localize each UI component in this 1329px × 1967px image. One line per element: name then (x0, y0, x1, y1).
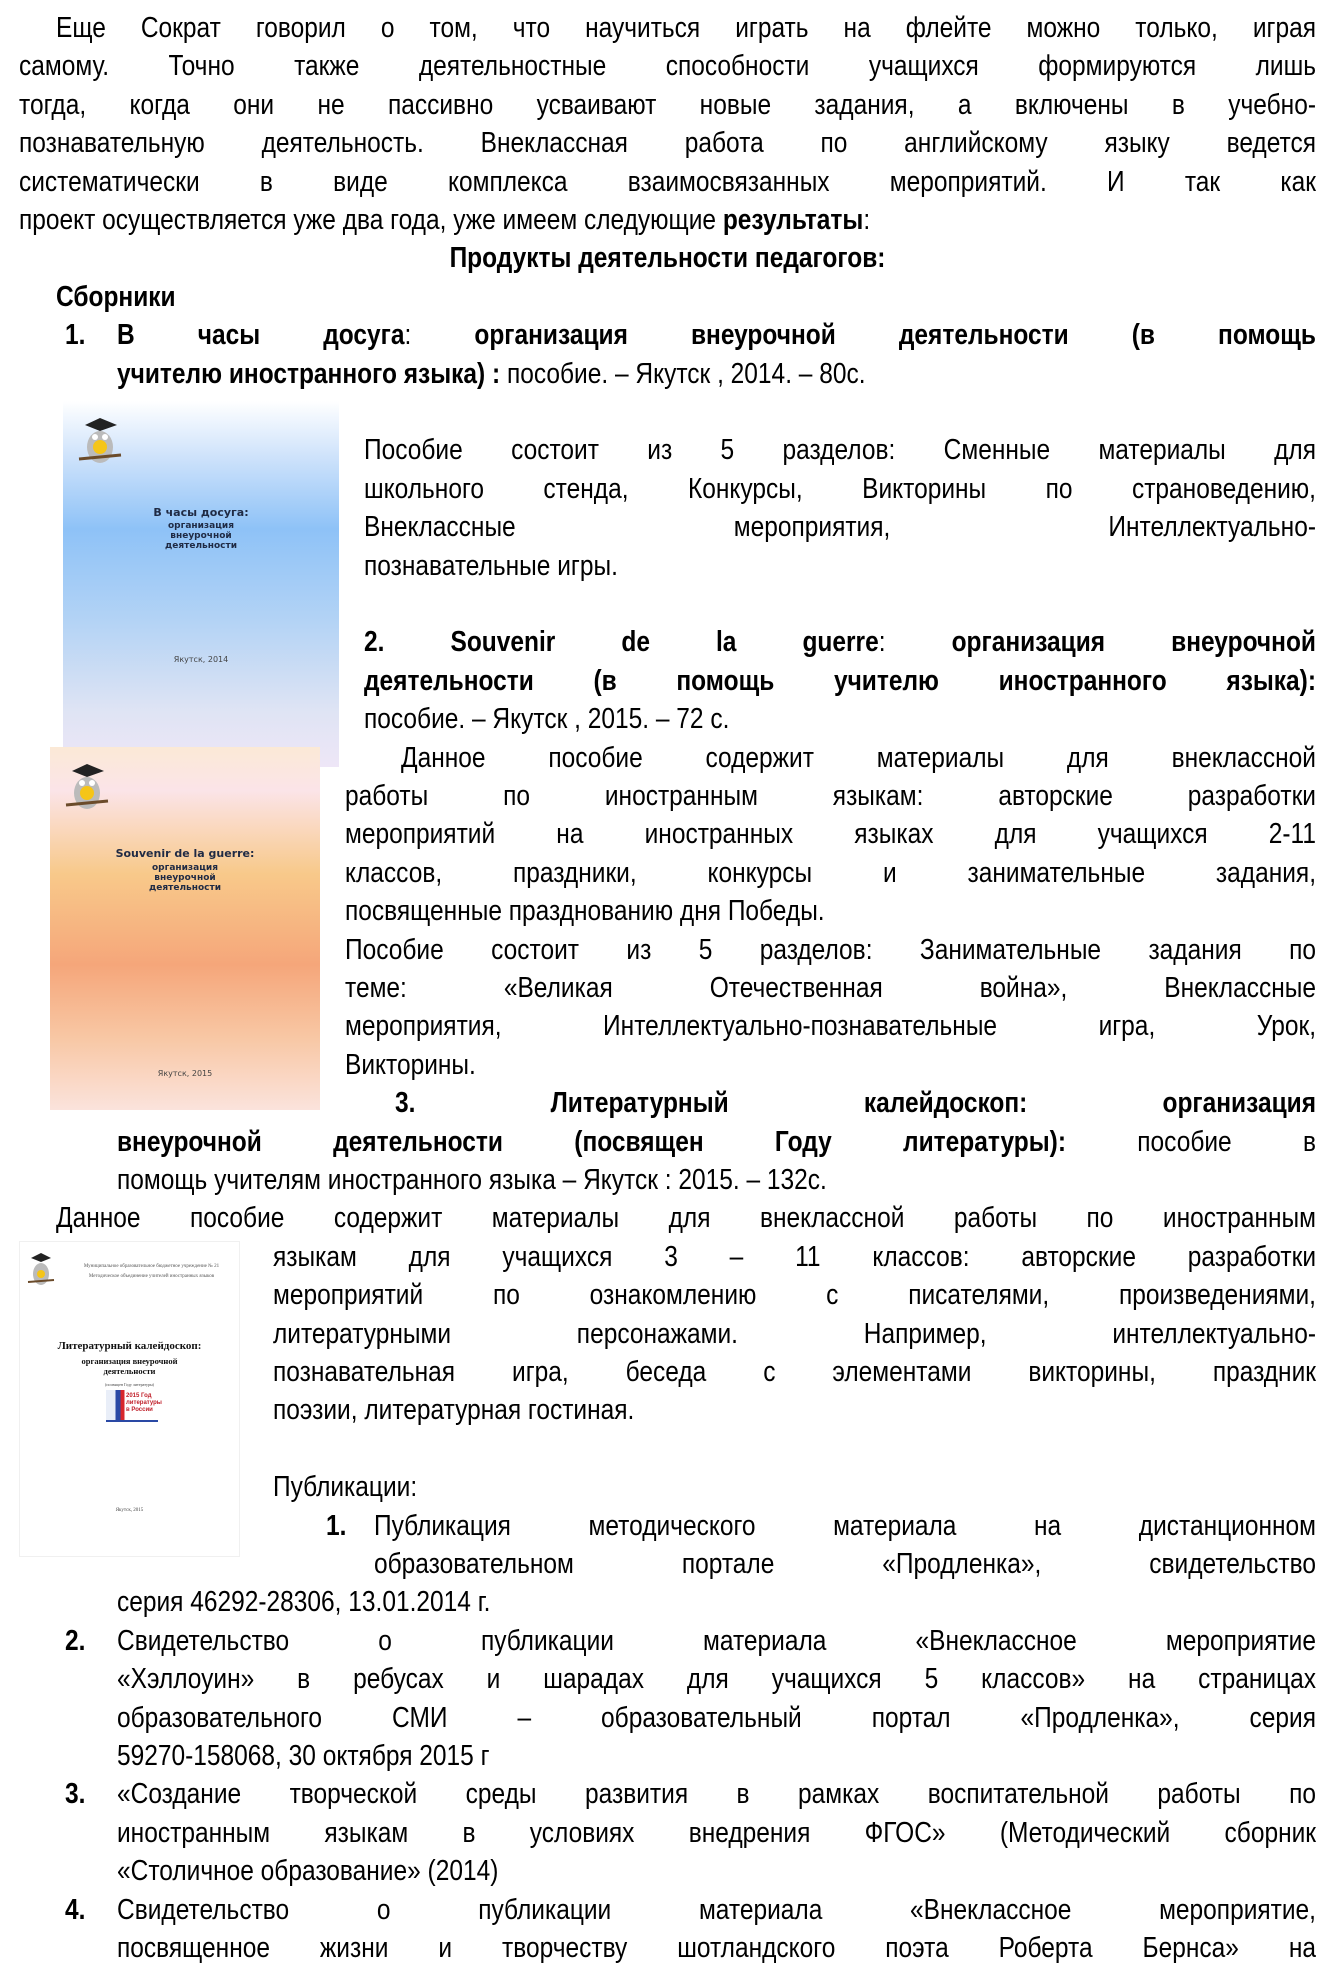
text: Свидетельство о публикации материала «Внеклассное мероприятие (117, 1625, 1316, 1657)
book-cover-souvenir-de-la-guerre (50, 747, 320, 1110)
text-line (117, 1776, 1316, 1813)
bold-text: 2. Souvenir de la guerre (364, 626, 879, 659)
list-number: 2. (65, 1625, 86, 1657)
text-line (364, 624, 1316, 661)
text-line (364, 471, 1316, 508)
text: Пособие состоит из 5 разделов: Занимательные задания по (345, 933, 1316, 966)
text-line (273, 1239, 1316, 1276)
text: мероприятий по ознакомлению с писателями, произведениями, (273, 1279, 1316, 1312)
cover-header: Муниципальное образовательное бюджетное учреждение № 21 (83, 1264, 220, 1269)
text-line (19, 202, 1316, 239)
logo-text: 2015 Год литературы в России (126, 1393, 162, 1413)
text-line (19, 240, 1316, 277)
owl-icon (26, 1250, 56, 1292)
text: помощь учителям иностранного языка – Якутск : 2015. – 132с. (117, 1164, 827, 1196)
text-line (345, 855, 1316, 892)
cover-city: Якутск, 2015 (157, 1069, 213, 1078)
bold-text: деятельности (в помощь учителю иностранного языка): (364, 665, 1316, 697)
text-line (56, 1200, 1316, 1237)
text-line (117, 1892, 1316, 1929)
text: Данное пособие содержит материалы для внеклассной (401, 741, 1316, 774)
text-line (345, 1047, 1316, 1084)
text-line (345, 1008, 1316, 1045)
cover-subtitle: организация внеурочной деятельности (164, 521, 237, 551)
list-number: 4. (65, 1893, 86, 1926)
text-line (117, 1584, 1316, 1621)
text-line (117, 1738, 1316, 1775)
text-line (56, 279, 1316, 316)
bold-text: Продукты деятельности педагогов: (449, 242, 886, 275)
list-number: 3. (65, 1778, 86, 1811)
text: : (863, 204, 871, 236)
text: 59270-158068, 30 октября 2015 г (117, 1740, 490, 1772)
text-line (273, 1392, 1316, 1429)
text-line (345, 816, 1316, 853)
text: мероприятия, Интеллектуально-познавательные игра, Урок, (345, 1010, 1316, 1043)
text: серия 46292-28306, 13.01.2014 г. (117, 1586, 491, 1619)
text-line (117, 1853, 1316, 1890)
text-line (364, 432, 1316, 469)
text: тогда, когда они не пассивно усваивают новые задания, а включены в учебно- (19, 89, 1316, 121)
text-line (401, 740, 1316, 777)
text-line (273, 1354, 1316, 1391)
text: «Хэллоуин» в ребусах и шарадах для учащихся 5 классов» на страницах (117, 1663, 1316, 1696)
text: Публикации: (273, 1471, 418, 1504)
text-line (345, 932, 1316, 969)
text: классов, праздники, конкурсы и занимательные задания, (345, 857, 1316, 889)
text: пособие. – Якутск , 2014. – 80с. (500, 357, 866, 390)
owl-icon (75, 413, 125, 475)
text: самому. Точно также деятельностные способности учащихся формируются лишь (19, 50, 1316, 83)
text-line (117, 1661, 1316, 1698)
bold-text: Сборники (56, 281, 176, 313)
cover-city: Якутск, 2015 (115, 1508, 144, 1513)
bold-text: организация внеурочной (951, 626, 1316, 659)
text-line (56, 10, 1316, 47)
text: работы по иностранным языкам: авторские разработки (345, 780, 1316, 812)
text-line (374, 1508, 1316, 1545)
bold-text: учителю иностранного языка) : (117, 357, 501, 390)
text: теме: «Великая Отечественная война», Внеклассные (345, 972, 1316, 1004)
text: Свидетельство о публикации материала «Внеклассное мероприятие, (117, 1893, 1316, 1926)
text-line (395, 1085, 1316, 1122)
text: литературными персонажами. Например, интеллектуально- (273, 1317, 1316, 1350)
cover-title: В часы досуга: (153, 506, 249, 519)
owl-icon (62, 759, 112, 821)
text-line (273, 1277, 1316, 1314)
text-line (19, 125, 1316, 162)
text: образовательном портале «Продленка», свидетельство (374, 1548, 1316, 1580)
text-line (117, 1815, 1316, 1852)
cover-title: Литературный калейдоскоп: (57, 1340, 202, 1352)
year-of-literature-logo (106, 1390, 162, 1422)
text-line (364, 701, 1316, 738)
text-line (117, 1162, 1316, 1199)
text-line (19, 48, 1316, 85)
text-line (19, 164, 1316, 201)
text: «Столичное образование» (2014) (117, 1855, 499, 1888)
text: Публикация методического материала на дистанционном (374, 1509, 1316, 1542)
text-line (117, 1700, 1316, 1737)
text-line (117, 1124, 1316, 1161)
cover-title: Souvenir de la guerre: (115, 847, 255, 860)
text: Внеклассные мероприятия, Интеллектуально- (364, 511, 1316, 544)
book-cover-v-chasy-dosuga (63, 401, 339, 767)
text: проект осуществляется уже два года, уже имеем следующие (19, 204, 723, 236)
text: «Создание творческой среды развития в рамках воспитательной работы по (117, 1778, 1316, 1811)
list-number: 1. (326, 1509, 347, 1542)
text-line (345, 970, 1316, 1007)
text: Данное пособие содержит материалы для внеклассной работы по иностранным (56, 1202, 1316, 1235)
list-number: 1. (65, 319, 86, 352)
text: познавательную деятельность. Внеклассная работа по английскому языку ведется (19, 127, 1316, 160)
text: : (878, 626, 952, 659)
cover-subtitle: организация внеурочной деятельности (81, 1356, 178, 1376)
text: языкам для учащихся 3 – 11 классов: авторские разработки (273, 1241, 1316, 1273)
bold-text: 3. Литературный калейдоскоп: организация (395, 1087, 1316, 1120)
text-line (374, 1546, 1316, 1583)
text: поэзии, литературная гостиная. (273, 1394, 635, 1427)
cover-header: Методическое объединение учителей иностранных языков (88, 1274, 215, 1279)
bold-text: организация внеурочной деятельности (в помощь (474, 319, 1316, 352)
text-line (345, 778, 1316, 815)
text: пособие. – Якутск , 2015. – 72 с. (364, 703, 730, 736)
text-line (273, 1469, 1316, 1506)
text: образовательного СМИ – образовательный портал «Продленка», серия (117, 1701, 1316, 1734)
text-line (117, 1930, 1316, 1967)
text: познавательная игра, беседа с элементами викторины, праздник (273, 1356, 1316, 1388)
text-line (117, 1623, 1316, 1660)
text: пособие в (1065, 1125, 1316, 1158)
text-line (364, 663, 1316, 700)
text: школьного стенда, Конкурсы, Викторины по страноведению, (364, 473, 1316, 505)
bold-text: результаты (722, 204, 864, 236)
text: Пособие состоит из 5 разделов: Сменные материалы для (364, 434, 1316, 467)
text: Викторины. (345, 1049, 476, 1081)
text: : (404, 319, 475, 352)
text-line (19, 87, 1316, 124)
bold-text: В часы досуга (117, 319, 405, 352)
text-line (345, 893, 1316, 930)
text: посвященные празднованию дня Победы. (345, 895, 825, 928)
text: Еще Сократ говорил о том, что научиться играть на флейте можно только, играя (56, 12, 1316, 44)
text: познавательные игры. (364, 549, 618, 582)
text-line (117, 317, 1316, 354)
text: мероприятий на иностранных языках для учащихся 2-11 (345, 818, 1316, 851)
book-cover-literaturny-kaleidoskop (19, 1241, 240, 1557)
text-line (364, 548, 1316, 585)
text: посвященное жизни и творчеству шотландского поэта Роберта Бернса» на (117, 1932, 1316, 1964)
text-line (273, 1316, 1316, 1353)
text: систематически в виде комплекса взаимосвязанных мероприятий. И так как (19, 165, 1316, 198)
text: иностранным языкам в условиях внедрения ФГОС» (Методический сборник (117, 1817, 1316, 1849)
text-line (117, 356, 1316, 393)
cover-note: (посвящен Году литературы) (105, 1382, 154, 1387)
text-line (364, 509, 1316, 546)
bold-text: внеурочной деятельности (посвящен Году литературы): (117, 1125, 1066, 1158)
cover-city: Якутск, 2014 (173, 655, 229, 664)
cover-subtitle: организация внеурочной деятельности (148, 863, 221, 893)
